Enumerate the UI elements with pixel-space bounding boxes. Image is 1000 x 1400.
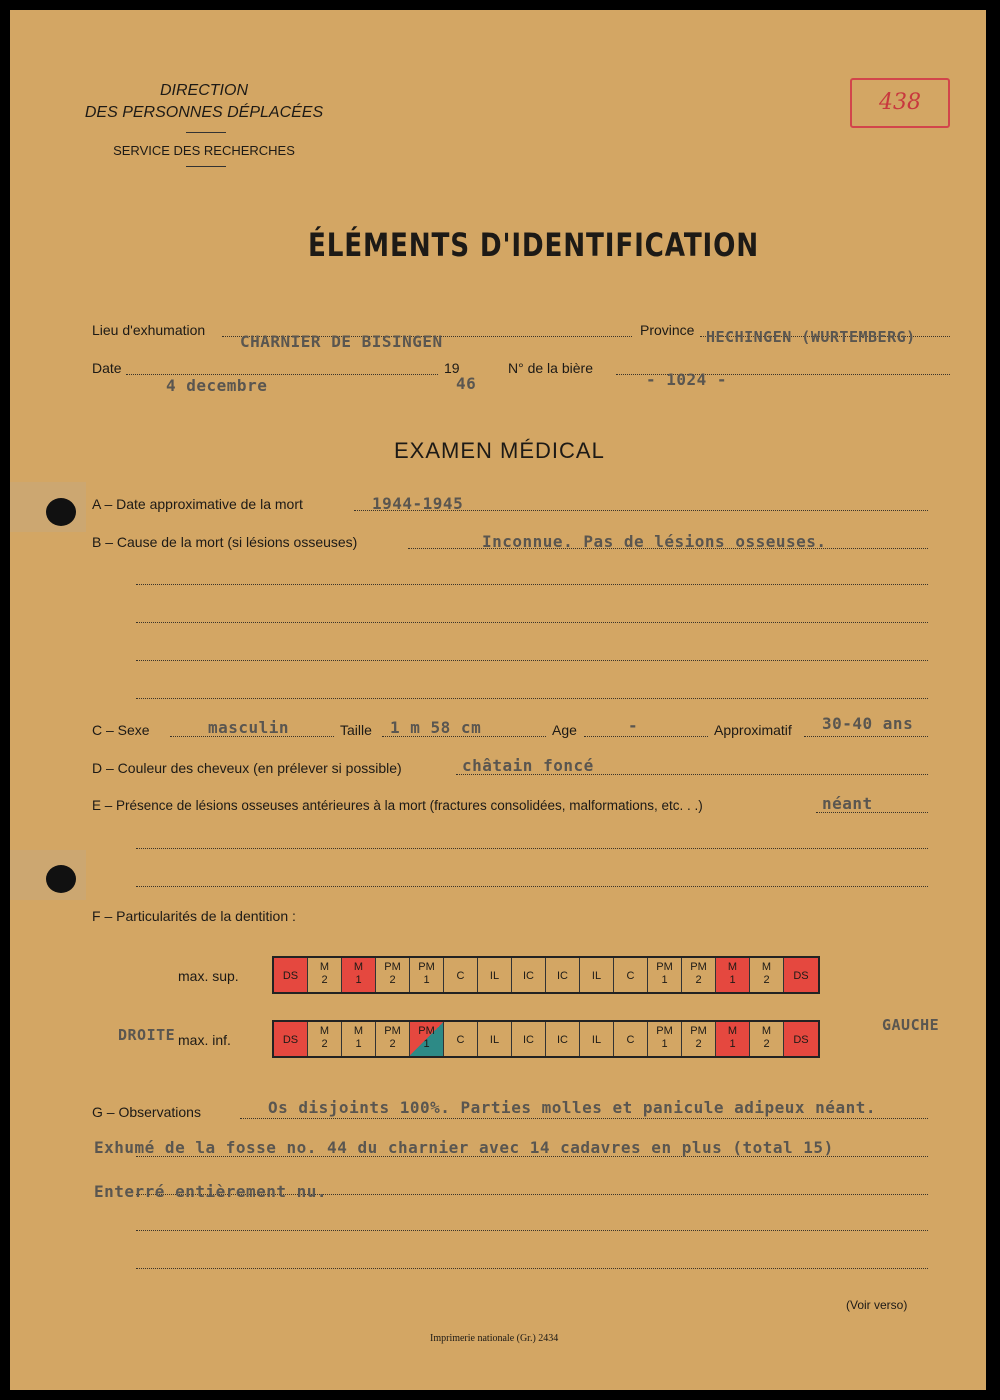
field-f-label: F – Particularités de la dentition : xyxy=(92,908,296,924)
field-g-label: G – Observations xyxy=(92,1104,201,1120)
upper-tooth-code: DS xyxy=(793,970,809,982)
field-c-label: C – Sexe xyxy=(92,722,150,738)
lower-tooth-1 xyxy=(274,1022,308,1056)
field-e-line-2 xyxy=(136,848,928,849)
printer-footer: Imprimerie nationale (Gr.) 2434 xyxy=(430,1333,559,1344)
upper-tooth-code: IL xyxy=(591,970,602,982)
observation-line-1: Os disjoints 100%. Parties molles et panicule adipeux néant. xyxy=(268,1098,876,1117)
upper-tooth-code: PM xyxy=(690,961,707,973)
lower-tooth-number: 1 xyxy=(355,1038,362,1050)
lower-tooth-code: IL xyxy=(489,1034,500,1046)
identification-form xyxy=(10,10,986,1390)
field-g-dots-1 xyxy=(240,1118,928,1119)
biere-value: - 1024 - xyxy=(646,370,728,389)
field-b-line-5 xyxy=(136,698,928,699)
lower-tooth-7 xyxy=(478,1022,512,1056)
field-b-label: B – Cause de la mort (si lésions osseuses) xyxy=(92,534,358,550)
upper-tooth-7 xyxy=(478,958,512,992)
lower-tooth-8 xyxy=(512,1022,546,1056)
province-value: HECHINGEN (WURTEMBERG) xyxy=(706,328,916,346)
upper-tooth-5 xyxy=(410,958,444,992)
lower-tooth-code: PM xyxy=(656,1025,673,1037)
lower-tooth-code: PM xyxy=(418,1025,435,1037)
upper-tooth-10 xyxy=(580,958,614,992)
lower-tooth-6 xyxy=(444,1022,478,1056)
lower-tooth-number: 1 xyxy=(661,1038,668,1050)
lower-tooth-15 xyxy=(750,1022,784,1056)
lower-tooth-16 xyxy=(784,1022,818,1056)
archive-number-stamp: 438 xyxy=(850,78,950,128)
age-value: - xyxy=(628,716,639,735)
lower-tooth-code: PM xyxy=(384,1025,401,1037)
lower-tooth-code: IC xyxy=(557,1034,568,1046)
max-sup-label: max. sup. xyxy=(178,968,239,984)
lower-tooth-code: M xyxy=(761,1025,772,1037)
upper-tooth-number: 2 xyxy=(695,974,702,986)
field-d-label: D – Couleur des cheveux (en prélever si possible) xyxy=(92,760,402,776)
upper-tooth-3 xyxy=(342,958,376,992)
field-b-value: Inconnue. Pas de lésions osseuses. xyxy=(482,532,827,551)
lower-tooth-number: 2 xyxy=(321,1038,328,1050)
upper-tooth-11 xyxy=(614,958,648,992)
lower-tooth-11 xyxy=(614,1022,648,1056)
lower-tooth-code: C xyxy=(456,1034,465,1046)
lower-tooth-2 xyxy=(308,1022,342,1056)
field-a-label: A – Date approximative de la mort xyxy=(92,496,303,512)
page-title: ÉLÉMENTS D'IDENTIFICATION xyxy=(308,226,760,264)
upper-tooth-14 xyxy=(716,958,750,992)
upper-tooth-16 xyxy=(784,958,818,992)
field-e-line-3 xyxy=(136,886,928,887)
lower-tooth-code: M xyxy=(353,1025,364,1037)
year-prefix: 19 xyxy=(444,360,460,376)
upper-tooth-code: C xyxy=(456,970,465,982)
field-d-value: châtain foncé xyxy=(462,756,594,775)
observation-line-3: Enterré entièrement nu. xyxy=(94,1182,328,1201)
lower-tooth-number: 2 xyxy=(763,1038,770,1050)
lower-tooth-5 xyxy=(410,1022,444,1056)
upper-tooth-code: IL xyxy=(489,970,500,982)
upper-tooth-code: M xyxy=(319,961,330,973)
punch-hole-upper xyxy=(46,498,76,526)
upper-tooth-1 xyxy=(274,958,308,992)
upper-tooth-code: M xyxy=(761,961,772,973)
lower-tooth-3 xyxy=(342,1022,376,1056)
upper-tooth-8 xyxy=(512,958,546,992)
header-rule-1 xyxy=(186,132,226,133)
punch-hole-lower xyxy=(46,865,76,893)
field-b-line-2 xyxy=(136,584,928,585)
upper-tooth-code: PM xyxy=(384,961,401,973)
lower-tooth-number: 1 xyxy=(729,1038,736,1050)
taille-label: Taille xyxy=(340,722,372,738)
lieu-label: Lieu d'exhumation xyxy=(92,322,206,338)
gauche-label: GAUCHE xyxy=(882,1016,940,1034)
header-service-recherches: SERVICE DES RECHERCHES xyxy=(113,143,295,158)
date-value: 4 decembre xyxy=(166,376,268,395)
province-label: Province xyxy=(640,322,695,338)
upper-tooth-code: M xyxy=(353,961,364,973)
lower-tooth-code: DS xyxy=(793,1034,809,1046)
lower-tooth-12 xyxy=(648,1022,682,1056)
upper-tooth-15 xyxy=(750,958,784,992)
upper-tooth-12 xyxy=(648,958,682,992)
upper-tooth-code: PM xyxy=(418,961,435,973)
upper-tooth-code: M xyxy=(727,961,738,973)
field-a-value: 1944-1945 xyxy=(372,494,464,513)
lower-tooth-number: 2 xyxy=(389,1038,396,1050)
lower-tooth-code: C xyxy=(626,1034,635,1046)
upper-tooth-number: 2 xyxy=(321,974,328,986)
field-g-dots-4 xyxy=(136,1230,928,1231)
upper-tooth-code: IC xyxy=(557,970,568,982)
upper-tooth-number: 1 xyxy=(729,974,736,986)
field-c-value: masculin xyxy=(208,718,290,737)
lower-tooth-code: M xyxy=(319,1025,330,1037)
voir-verso: (Voir verso) xyxy=(846,1298,908,1312)
age-label: Age xyxy=(552,722,577,738)
field-b-line-4 xyxy=(136,660,928,661)
lower-tooth-13 xyxy=(682,1022,716,1056)
header-personnes-deplacees: DES PERSONNES DÉPLACÉES xyxy=(84,104,324,121)
exam-title: EXAMEN MÉDICAL xyxy=(394,438,605,463)
lower-tooth-code: M xyxy=(727,1025,738,1037)
upper-tooth-number: 2 xyxy=(763,974,770,986)
lower-tooth-code: IC xyxy=(523,1034,534,1046)
approx-dots xyxy=(804,736,928,737)
lower-tooth-14 xyxy=(716,1022,750,1056)
lower-tooth-10 xyxy=(580,1022,614,1056)
lower-tooth-code: IL xyxy=(591,1034,602,1046)
observation-line-2: Exhumé de la fosse no. 44 du charnier avec 14 cadavres en plus (total 15) xyxy=(94,1138,834,1157)
upper-tooth-2 xyxy=(308,958,342,992)
header-rule-2 xyxy=(186,166,226,167)
lower-tooth-code: DS xyxy=(282,1034,299,1046)
date-label: Date xyxy=(92,360,122,376)
biere-label: N° de la bière xyxy=(508,360,593,376)
upper-tooth-4 xyxy=(376,958,410,992)
upper-tooth-code: DS xyxy=(282,970,299,982)
lower-tooth-number: 1 xyxy=(423,1038,430,1050)
field-e-value: néant xyxy=(822,794,873,813)
upper-tooth-number: 1 xyxy=(661,974,668,986)
upper-tooth-number: 1 xyxy=(355,974,362,986)
approx-value: 30-40 ans xyxy=(822,714,914,733)
lower-tooth-number: 2 xyxy=(695,1038,702,1050)
field-b-line-3 xyxy=(136,622,928,623)
taille-value: 1 m 58 cm xyxy=(390,718,482,737)
upper-tooth-9 xyxy=(546,958,580,992)
upper-tooth-13 xyxy=(682,958,716,992)
age-dots xyxy=(584,736,708,737)
upper-tooth-code: IC xyxy=(523,970,534,982)
lower-tooth-code: PM xyxy=(690,1025,707,1037)
field-g-dots-5 xyxy=(136,1268,928,1269)
approx-label: Approximatif xyxy=(714,722,792,738)
header-direction: DIRECTION xyxy=(160,82,248,99)
lower-teeth-chart xyxy=(272,1020,820,1058)
max-inf-label: max. inf. xyxy=(178,1032,231,1048)
lower-tooth-4 xyxy=(376,1022,410,1056)
year-value: 46 xyxy=(456,374,477,393)
upper-tooth-number: 2 xyxy=(389,974,396,986)
lower-tooth-9 xyxy=(546,1022,580,1056)
upper-tooth-code: C xyxy=(626,970,635,982)
upper-tooth-6 xyxy=(444,958,478,992)
field-e-label: E – Présence de lésions osseuses antérieures à la mort (fractures consolidées, malformations, etc. . .) xyxy=(92,798,703,813)
upper-teeth-chart xyxy=(272,956,820,994)
upper-tooth-code: PM xyxy=(656,961,673,973)
date-dots xyxy=(126,374,438,375)
lieu-value: CHARNIER DE BISINGEN xyxy=(240,332,443,351)
upper-tooth-number: 1 xyxy=(423,974,430,986)
droite-label: DROITE xyxy=(118,1026,176,1044)
